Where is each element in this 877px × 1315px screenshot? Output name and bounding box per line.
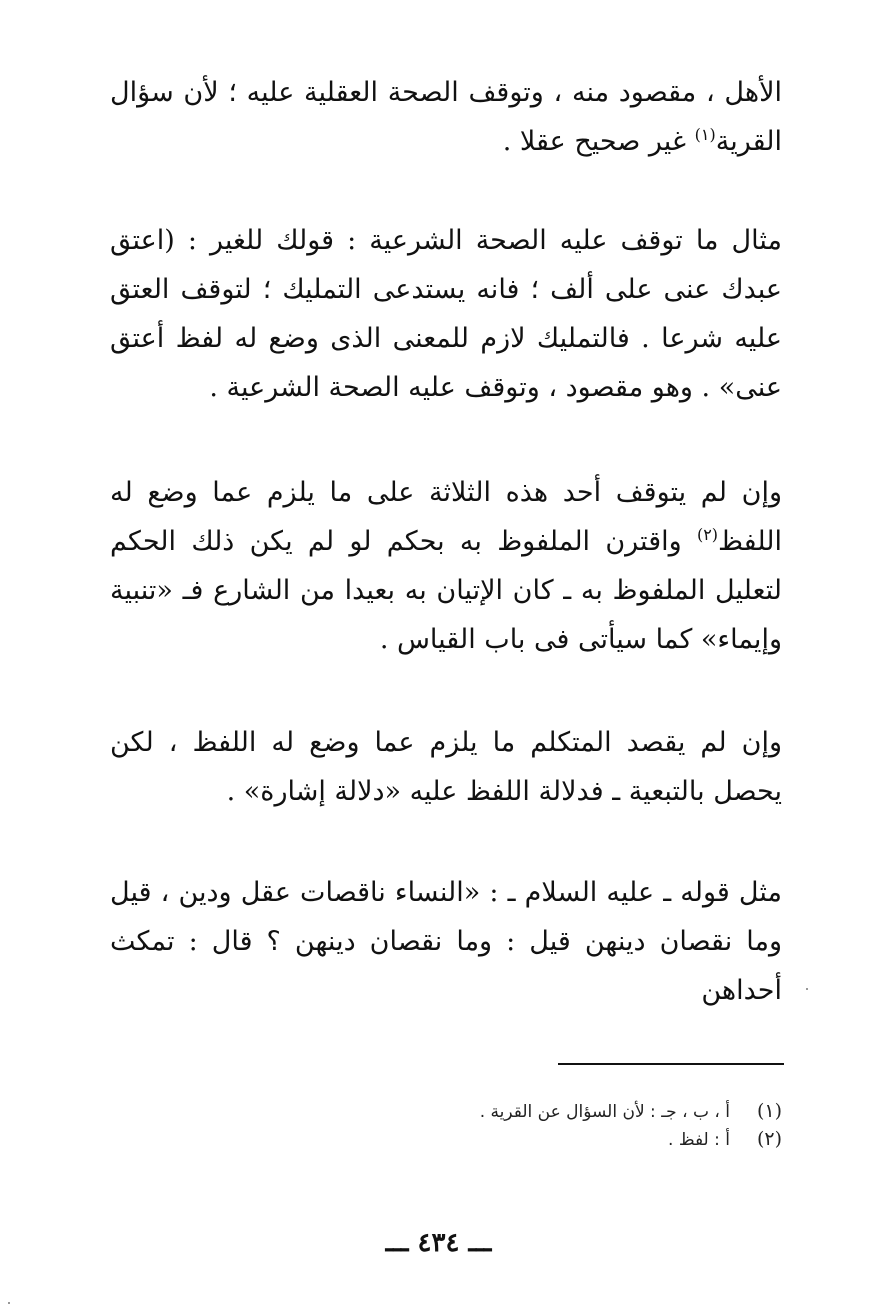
paragraph-3 (110, 468, 782, 664)
footnotes (300, 1100, 782, 1156)
footnote-2-text: أ : لفظ . (668, 1130, 730, 1150)
footnote-separator (558, 1063, 784, 1065)
footnote-marker-1: (١) (694, 125, 716, 144)
paragraph-1-text-start: الأهل ، مقصود منه ، وتوقف الصحة العقلية عليه ؛ لأن سؤال القرية (110, 77, 782, 157)
paragraph-1-text-end: غير صحيح عقلا . (502, 126, 695, 157)
paragraph-3-text-start: وإن لم يتوقف أحد هذه الثلاثة على ما يلزم عما وضع له اللفظ (110, 477, 782, 557)
paragraph-4 (110, 718, 782, 816)
scan-speck (806, 988, 808, 990)
paragraph-1 (110, 68, 782, 166)
paragraph-2-text: مثال ما توقف عليه الصحة الشرعية : قولك للغير : (اعتق عبدك عنى على ألف ؛ فانه يستدعى التمليك ؛ لتوقف العتق عليه شرعا . فالتمليك لازم للمعنى الذى وضع له لفظ أعتق عنى» . وهو مقصود ، وتوقف عليه الصحة الشرعية . (110, 225, 782, 403)
footnote-2-number: (٢) (756, 1128, 782, 1150)
paragraph-3-text-end: واقترن الملفوظ به بحكم لو لم يكن ذلك الحكم لتعليل الملفوظ به ـ كان الإتيان به بعيدا من الشارع فـ «تنبية وإيماء» كما سيأتى فى باب القياس . (110, 526, 782, 655)
scan-speck (8, 1302, 10, 1304)
paragraph-4-text: وإن لم يقصد المتكلم ما يلزم عما وضع له اللفظ ، لكن يحصل بالتبعية ـ فدلالة اللفظ عليه «دلالة إشارة» . (110, 727, 782, 807)
footnote-1-number: (١) (756, 1100, 782, 1122)
paragraph-5-text: مثل قوله ـ عليه السلام ـ : «النساء ناقصات عقل ودين ، قيل وما نقصان دينهن قيل : وما نقصان دينهن ؟ قال : تمكث أحداهن (110, 877, 782, 1006)
footnote-1 (300, 1100, 782, 1128)
footnote-1-text: أ ، ب ، جـ : لأن السؤال عن القرية . (479, 1102, 730, 1122)
footnote-2 (300, 1128, 782, 1156)
paragraph-5 (110, 868, 782, 1015)
page-number: ـــ ٤٣٤ ـــ (385, 1228, 492, 1258)
footnote-marker-2: (٢) (696, 525, 719, 544)
paragraph-2 (110, 216, 782, 412)
